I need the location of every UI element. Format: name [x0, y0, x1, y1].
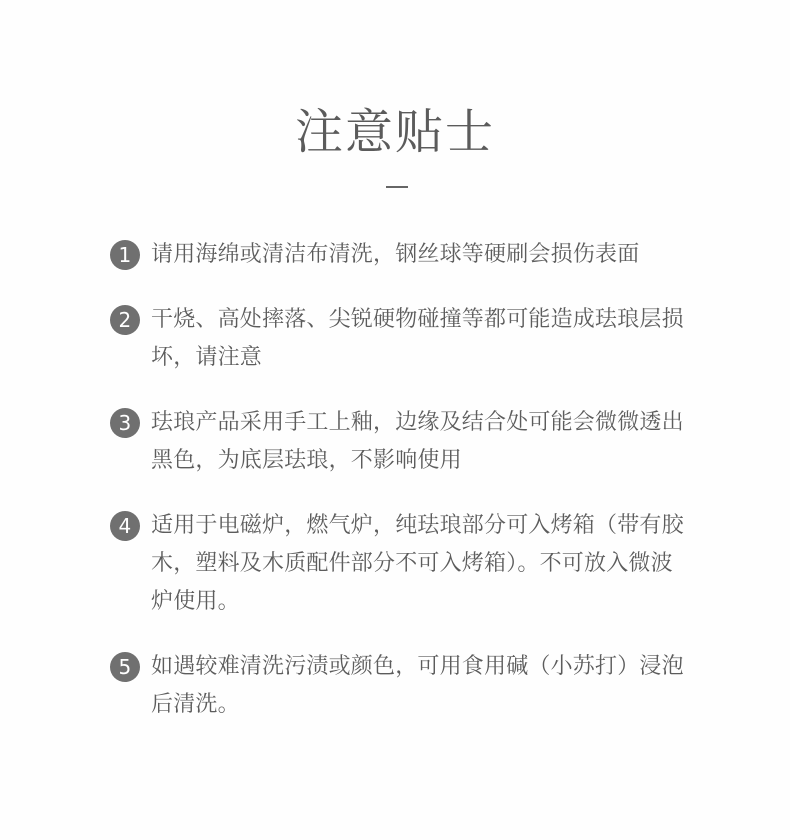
tip-text-3: 珐琅产品采用手工上釉，边缘及结合处可能会微微透出黑色，为底层珐琅，不影响使用 — [151, 410, 684, 473]
number-2-badge: 2 — [110, 305, 140, 335]
tip-item-3 — [110, 404, 684, 480]
tip-text-1: 请用海绵或清洁布清洗，钢丝球等硬刷会损伤表面 — [151, 242, 640, 267]
title-divider — [386, 186, 408, 188]
tips-list — [110, 236, 684, 724]
tip-text-5: 如遇较难清洗污渍或颜色，可用食用碱（小苏打）浸泡后清洗。 — [151, 654, 684, 717]
tip-item-1 — [110, 236, 684, 274]
page-title: 注意贴士 — [294, 104, 495, 160]
number-5-badge: 5 — [110, 652, 140, 682]
tip-text-2: 干烧、高处摔落、尖锐硬物碰撞等都可能造成珐琅层损坏，请注意 — [151, 307, 684, 370]
tip-item-5 — [110, 648, 684, 724]
tip-item-4 — [110, 507, 684, 621]
tip-text-4: 适用于电磁炉，燃气炉，纯珐琅部分可入烤箱（带有胶木，塑料及木质配件部分不可入烤箱）。不可放入微波炉使用。 — [151, 513, 684, 614]
number-1-badge: 1 — [110, 240, 140, 270]
number-3-badge: 3 — [110, 408, 140, 438]
number-4-badge: 4 — [110, 511, 140, 541]
tip-item-2 — [110, 301, 684, 377]
